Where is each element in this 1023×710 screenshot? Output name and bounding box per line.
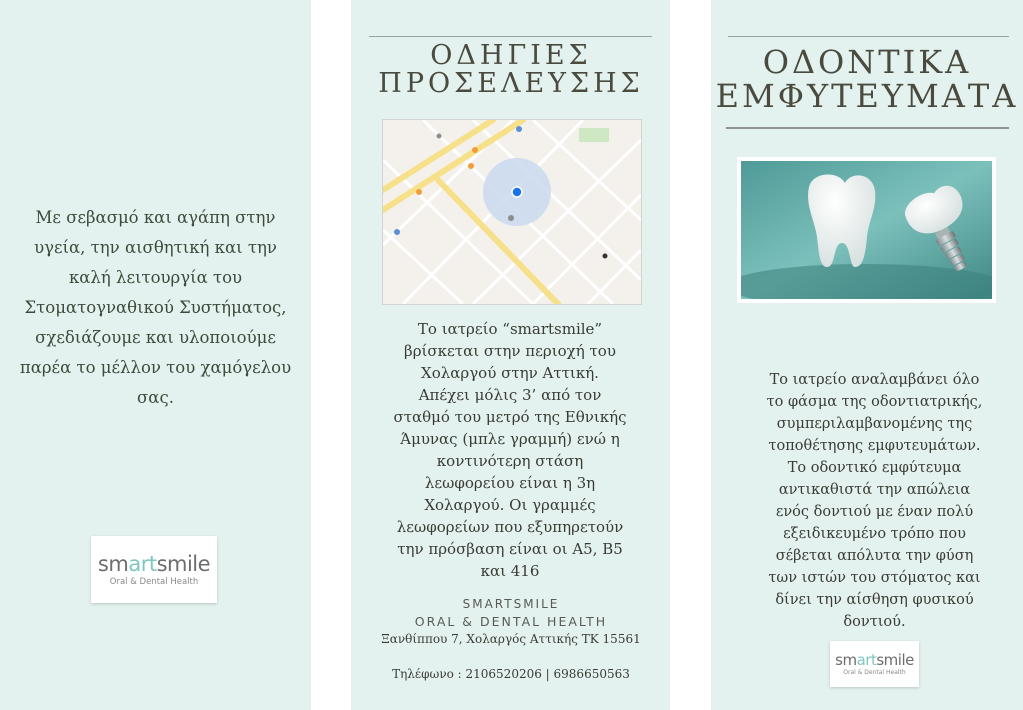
title-line-1: ΟΔΗΓΙΕΣ [430,40,592,71]
footer-brand-name: SMARTSMILE [462,597,560,611]
logo-subtitle: Oral & Dental Health [843,669,906,676]
divider-rule-top [728,36,1009,37]
directions-paragraph-1: Το ιατρείο “smartsmile” βρίσκεται στην περιοχή του Χολαργού στην Αττική. [404,320,616,382]
divider-rule [369,36,652,37]
tagline: Με σεβασμό και αγάπη στην υγεία, την αισθητική και την καλή λειτουργία του Στοματογναθικού Συστήματος, σχεδιάζουμε και υλοποιούμε παρέα το μέλλον του χαμόγελου σας. [19,208,292,407]
logo-subtitle: Oral & Dental Health [109,577,199,587]
implants-title [711,43,1023,115]
clinic-address: Ξανθίππου 7, Χολαργός Αττικής ΤΚ 15561 [381,632,641,646]
clinic-phone[interactable]: Τηλέφωνο : 2106520206 | 6986650563 [392,667,630,681]
map-graphic [383,120,641,304]
smartsmile-logo-small [830,641,919,687]
implant-photo-frame [737,157,996,303]
location-map[interactable] [382,119,642,305]
logo-wordmark: smartsmile [835,651,914,669]
directions-text [390,318,630,582]
footer-brand-tagline: ORAL & DENTAL HEALTH [414,614,608,629]
title-line-2: ΠΡΟΣΕΛΕΥΣΗΣ [378,68,644,100]
logo-wordmark: smartsmile [97,552,211,576]
title-line-1: ΟΔΟΝΤΙΚΑ [762,43,972,81]
directions-title [352,42,670,99]
title-line-2: ΕΜΦΥΤΕΥΜΑΤΑ [715,76,1019,115]
implant-photo [741,161,992,299]
directions-paragraph-2: Απέχει μόλις 3’ από τον σταθμό του μετρό της Εθνικής Άμυνας (μπλε γραμμή) ενώ η κοντινότερη στάση λεωφορείου είναι η 3η Χολαργού. Οι γραμμές λεωφορείων που εξυπηρετούν την πρόσβαση είναι οι Α5, Β5 και 416 [393,386,627,580]
smartsmile-logo [91,536,217,603]
implants-description: Το ιατρείο αναλαμβάνει όλο το φάσμα της οδοντιατρικής, συμπεριλαμβανομένης της τοποθέτησης εμφυτευμάτων. Το οδοντικό εμφύτευμα αντικαθιστά την απώλεια ενός δοντιού με έναν πολύ εξειδικευμένο τρόπο που σέβεται απόλυτα την φύση των ιστών του στόματος και δίνει την αίσθηση φυσικού δοντιού. [766,372,983,630]
left-panel [0,0,311,710]
divider-rule-bottom [726,127,1009,129]
